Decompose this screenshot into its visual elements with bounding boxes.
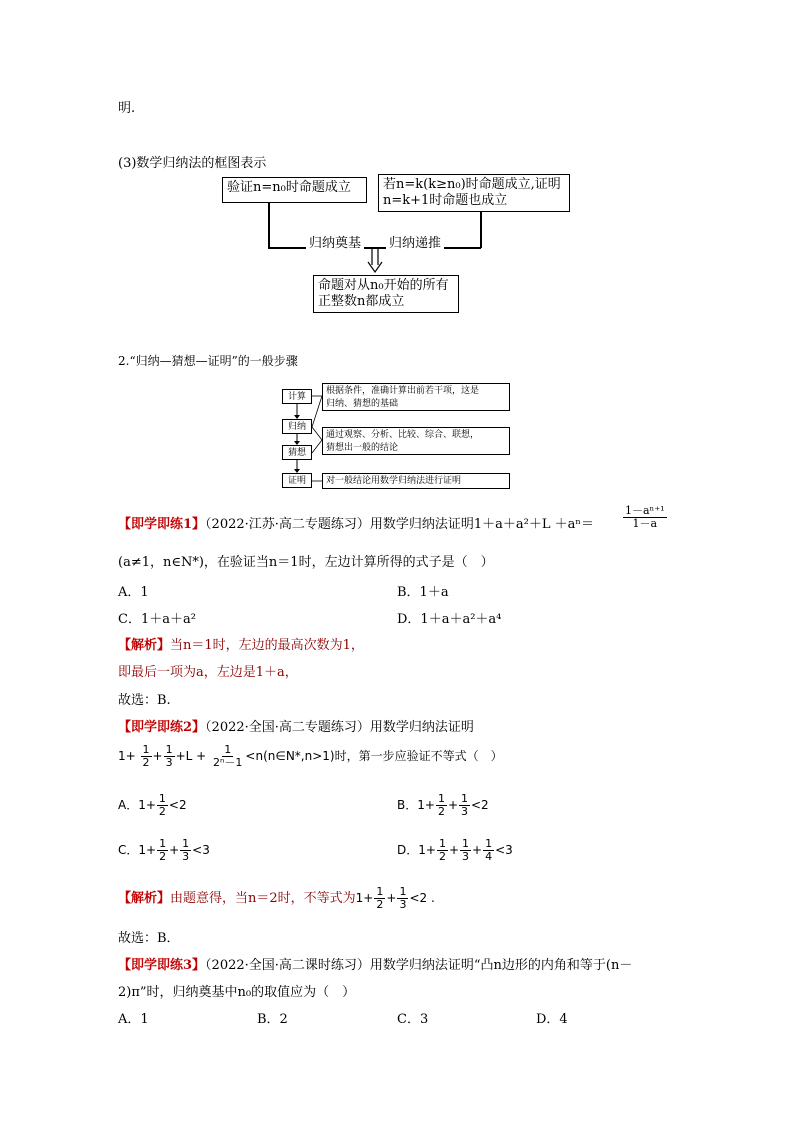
ex3-option-c: C．3 bbox=[397, 1012, 429, 1027]
ex2-analysis-text: 由题意得，当n＝2时，不等式为 bbox=[170, 891, 356, 906]
section2-title: 2.“归纳—猜想—证明”的一般步骤 bbox=[118, 354, 298, 368]
section3-title: (3)数学归纳法的框图表示 bbox=[118, 156, 267, 171]
continued-text: 明. bbox=[118, 101, 136, 116]
ex2-analysis-tag: 【解析】 bbox=[118, 891, 171, 906]
step-compute-desc-line2: 归纳、猜想的基础 bbox=[326, 399, 399, 409]
ex2-formula-mid: +L + bbox=[175, 749, 207, 763]
flow-label-base: 归纳奠基 bbox=[306, 232, 364, 251]
ex1-analysis bbox=[118, 634, 364, 653]
flow-box-conclusion bbox=[313, 275, 459, 313]
ex1-answer: 故选：B. bbox=[118, 693, 171, 708]
flow-box-step-line1: 若n=k(k≥n₀)时命题成立,证明 bbox=[383, 177, 561, 192]
flow-label-step: 归纳递推 bbox=[386, 232, 444, 251]
step-conjecture-desc-line2: 猜想出一般的结论 bbox=[326, 443, 399, 453]
ex2-tag: 【即学即练2】 bbox=[118, 720, 206, 735]
ex1-option-c: C．1＋a＋a² bbox=[118, 612, 196, 627]
step-compute-desc-line1: 根据条件，准确计算出前若干项，这是 bbox=[326, 386, 480, 396]
step-conjecture-desc bbox=[322, 427, 510, 455]
ex2-option-c: C．1+ $\frac{1}{2}$ + $\frac{1}{3}$ <3 bbox=[118, 837, 210, 863]
ex3-question-line2: 2)π”时，归纳奠基中n₀的取值应为（ ） bbox=[118, 985, 356, 1000]
step-compute: 计算 bbox=[282, 389, 312, 404]
flow-connector-right bbox=[480, 212, 482, 248]
down-arrow-icon bbox=[366, 247, 384, 275]
flow-box-conclusion-line2: 正整数n都成立 bbox=[318, 294, 405, 309]
ex1-tag: 【即学即练1】 bbox=[118, 517, 206, 532]
ex2-source: （2022·全国·高二专题练习）用数学归纳法证明 bbox=[205, 720, 474, 735]
ex2-formula-post: <n(n∈N*,n>1)时，第一步应验证不等式（ ） bbox=[245, 749, 503, 763]
flow-box-conclusion-line1: 命题对从n₀开始的所有 bbox=[318, 278, 449, 293]
step-conjecture-desc-line1: 通过观察、分析、比较、综合、联想， bbox=[326, 430, 480, 440]
ex1-analysis-line2: 即最后一项为a，左边是1＋a， bbox=[118, 665, 298, 680]
ex1-fraction bbox=[622, 505, 668, 530]
step-conjecture: 猜想 bbox=[282, 445, 312, 460]
ex2-answer: 故选：B． bbox=[118, 931, 180, 946]
flow-box-base bbox=[222, 177, 367, 203]
ex1-source: （2022·江苏·高二专题练习）用数学归纳法证明 bbox=[205, 517, 474, 532]
ex2-formula: 1+ $\frac{1}{2}$ + $\frac{1}{3}$ +L + $\frac{1}{\text{2ⁿ－1}}$ <n(n∈N*,n>1)时，第一步应验证不等式（ ） bbox=[118, 743, 503, 769]
ex1-question-line2: (a≠1，n∈N*)，在验证当n＝1时，左边计算所得的式子是（ ） bbox=[118, 555, 494, 570]
step-induce: 归纳 bbox=[282, 419, 312, 434]
ex2-analysis: 【解析】由题意得，当n＝2时，不等式为1+ $\frac{1}{2}$ + $\frac{1}{3}$ <2 . bbox=[118, 885, 435, 911]
ex1-option-a: A．1 bbox=[118, 585, 149, 600]
ex1-frac-den: 1－a bbox=[632, 517, 658, 530]
ex2-option-a: A．1+ $\frac{1}{2}$ <2 bbox=[118, 792, 187, 818]
flow-box-base-text: 验证n=n₀时命题成立 bbox=[227, 180, 351, 195]
ex1-analysis-line1: 当n＝1时，左边的最高次数为1， bbox=[170, 638, 364, 653]
step-prove: 证明 bbox=[282, 473, 312, 488]
ex3-tag: 【即学即练3】 bbox=[118, 958, 206, 973]
ex1-analysis-tag: 【解析】 bbox=[118, 638, 171, 653]
ex1-formula: 1＋a＋a²＋L ＋aⁿ＝ bbox=[473, 517, 595, 532]
ex2-question bbox=[118, 716, 474, 735]
flow-box-step bbox=[378, 174, 570, 212]
ex3-option-b: B．2 bbox=[257, 1012, 288, 1027]
ex1-frac-num: 1－aⁿ⁺¹ bbox=[625, 504, 665, 517]
flow-box-step-line2: n=k+1时命题也成立 bbox=[383, 193, 508, 208]
ex1-option-d: D．1＋a＋a²＋a⁴ bbox=[397, 612, 502, 627]
ex3-option-a: A．1 bbox=[118, 1012, 149, 1027]
flow-connector-left bbox=[268, 203, 270, 248]
ex3-option-d: D．4 bbox=[536, 1012, 568, 1027]
ex3-source: （2022·全国·高二课时练习）用数学归纳法证明“凸n边形的内角和等于(n－ bbox=[205, 958, 633, 973]
ex3-question bbox=[118, 954, 632, 973]
ex2-option-d: D．1+ $\frac{1}{2}$ + $\frac{1}{3}$ + $\frac{1}{4}$ <3 bbox=[397, 837, 513, 863]
step-prove-desc: 对一般结论用数学归纳法进行证明 bbox=[322, 473, 510, 489]
ex1-option-b: B．1＋a bbox=[397, 585, 449, 600]
step-compute-desc bbox=[322, 383, 510, 411]
ex1-question bbox=[118, 513, 594, 532]
ex2-option-b: B．1+ $\frac{1}{2}$ + $\frac{1}{3}$ <2 bbox=[397, 792, 489, 818]
ex2-formula-pre: 1+ bbox=[118, 749, 136, 763]
